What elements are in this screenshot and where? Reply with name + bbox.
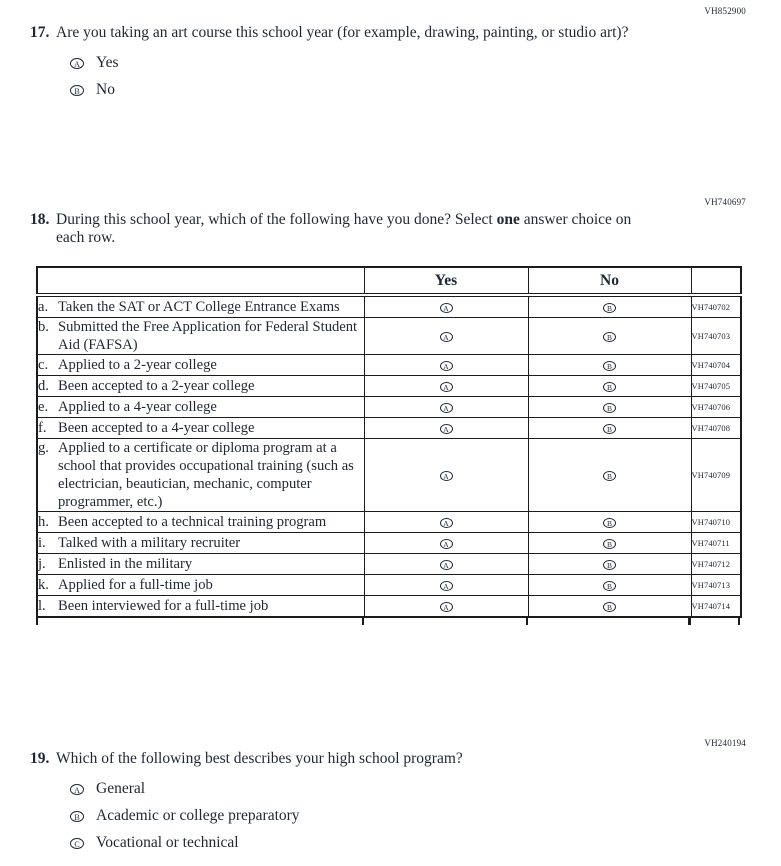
- answer-bubble-yes[interactable]: A: [440, 539, 453, 549]
- row-code: VH740706: [691, 397, 741, 418]
- row-code: VH740709: [691, 439, 741, 512]
- answer-table: [36, 266, 742, 618]
- question-19: [0, 738, 781, 861]
- answer-bubble-no[interactable]: B: [603, 471, 616, 481]
- option-no: [70, 81, 781, 99]
- row-letter: h.: [38, 514, 49, 530]
- row-label: [38, 597, 364, 615]
- option-label: General: [96, 780, 146, 797]
- row-code: VH740703: [691, 318, 741, 355]
- row-code: VH740710: [691, 512, 741, 533]
- table-continuation-stub: [526, 618, 528, 625]
- answer-bubble-no[interactable]: B: [603, 560, 616, 570]
- row-letter: b.: [38, 319, 49, 335]
- row-text: Been interviewed for a full-time job: [58, 598, 269, 614]
- row-text: Taken the SAT or ACT College Entrance Exams: [58, 299, 340, 315]
- table-continuation-stub: [362, 618, 364, 625]
- table-continuation-stub: [738, 618, 740, 625]
- answer-bubble-no[interactable]: B: [603, 361, 616, 371]
- option-vocational: [70, 834, 781, 852]
- row-letter: i.: [38, 535, 46, 551]
- answer-bubble-yes[interactable]: A: [440, 471, 453, 481]
- row-label: [38, 377, 364, 395]
- option-label: Academic or college preparatory: [96, 807, 300, 824]
- table-row-d: [37, 376, 741, 397]
- option-general: [70, 780, 781, 798]
- answer-bubble-b-icon[interactable]: B: [70, 811, 84, 822]
- table-row-b: [37, 318, 741, 355]
- table-row-j: [37, 554, 741, 575]
- row-label: [38, 439, 364, 511]
- row-label: [38, 513, 364, 531]
- row-text: Submitted the Free Application for Federal Student Aid (FAFSA): [58, 319, 358, 353]
- row-letter: j.: [38, 556, 46, 572]
- row-label: [38, 555, 364, 573]
- table-row-h: [37, 512, 741, 533]
- answer-bubble-yes[interactable]: A: [440, 382, 453, 392]
- answer-bubble-yes[interactable]: A: [440, 581, 453, 591]
- option-label: No: [96, 81, 115, 98]
- table-row-l: [37, 596, 741, 618]
- answer-bubble-no[interactable]: B: [603, 303, 616, 313]
- row-text: Been accepted to a 2-year college: [58, 378, 255, 394]
- header-no: No: [528, 267, 691, 295]
- header-code-blank: [691, 267, 741, 295]
- row-letter: e.: [38, 399, 49, 415]
- row-label: [38, 318, 364, 354]
- answer-bubble-no[interactable]: B: [603, 518, 616, 528]
- question-18-answer-grid: [36, 266, 740, 618]
- question-text: [56, 211, 656, 247]
- row-code: VH740708: [691, 418, 741, 439]
- answer-bubble-yes[interactable]: A: [440, 602, 453, 612]
- answer-bubble-yes[interactable]: A: [440, 560, 453, 570]
- answer-bubble-no[interactable]: B: [603, 403, 616, 413]
- answer-bubble-no[interactable]: B: [603, 602, 616, 612]
- answer-bubble-b-icon[interactable]: B: [70, 85, 84, 96]
- question-17: [0, 6, 781, 108]
- answer-bubble-yes[interactable]: A: [440, 332, 453, 342]
- table-row-c: [37, 355, 741, 376]
- answer-bubble-a-icon[interactable]: A: [70, 784, 84, 795]
- row-letter: c.: [38, 357, 49, 373]
- question-text-post: answer choice on each row.: [56, 211, 632, 246]
- answer-bubble-no[interactable]: B: [603, 424, 616, 434]
- answer-bubble-no[interactable]: B: [603, 332, 616, 342]
- row-text: Applied to a 2-year college: [58, 357, 217, 373]
- question-17-stem: [30, 24, 781, 42]
- question-text: Are you taking an art course this school year (for example, drawing, painting, or studio art)?: [56, 24, 629, 41]
- row-text: Enlisted in the military: [58, 556, 193, 572]
- answer-bubble-no[interactable]: B: [603, 539, 616, 549]
- table-header-row: [37, 267, 741, 295]
- row-label: [38, 356, 364, 374]
- row-text: Applied for a full-time job: [58, 577, 213, 593]
- table-row-i: [37, 533, 741, 554]
- row-label: [38, 534, 364, 552]
- row-label: [38, 398, 364, 416]
- row-code: VH740704: [691, 355, 741, 376]
- row-letter: k.: [38, 577, 49, 593]
- row-text: Been accepted to a 4-year college: [58, 420, 255, 436]
- row-text: Applied to a certificate or diploma program at a school that provides occupational training (such as electrician, beautician, mechanic, computer programmer, etc.): [58, 440, 354, 510]
- row-label: [38, 576, 364, 594]
- question-text-pre: During this school year, which of the following have you done? Select: [56, 211, 497, 228]
- answer-bubble-no[interactable]: B: [603, 382, 616, 392]
- header-yes: Yes: [364, 267, 528, 295]
- row-code: VH740711: [691, 533, 741, 554]
- answer-bubble-yes[interactable]: A: [440, 303, 453, 313]
- row-letter: g.: [38, 440, 49, 456]
- row-letter: l.: [38, 598, 46, 614]
- answer-bubble-yes[interactable]: A: [440, 403, 453, 413]
- row-text: Applied to a 4-year college: [58, 399, 217, 415]
- answer-bubble-yes[interactable]: A: [440, 361, 453, 371]
- question-19-options: [70, 780, 781, 852]
- row-code: VH740714: [691, 596, 741, 618]
- item-code-q18: VH740697: [704, 197, 746, 207]
- question-18-stem: [30, 211, 781, 247]
- row-letter: d.: [38, 378, 49, 394]
- row-code: VH740705: [691, 376, 741, 397]
- answer-bubble-c-icon[interactable]: C: [70, 838, 84, 849]
- table-row-f: [37, 418, 741, 439]
- table-row-a: [37, 295, 741, 318]
- table-continuation-stub: [688, 618, 691, 625]
- row-code: VH740712: [691, 554, 741, 575]
- row-label: [38, 419, 364, 437]
- row-label: [38, 298, 364, 316]
- answer-bubble-yes[interactable]: A: [440, 518, 453, 528]
- item-code-q17: VH852900: [704, 6, 746, 16]
- table-row-g: [37, 439, 741, 512]
- answer-bubble-no[interactable]: B: [603, 581, 616, 591]
- option-label: Yes: [96, 54, 119, 71]
- question-number: 18.: [30, 211, 50, 228]
- question-text: Which of the following best describes your high school program?: [56, 750, 463, 767]
- option-academic: [70, 807, 781, 825]
- answer-bubble-a-icon[interactable]: A: [70, 58, 84, 69]
- question-17-options: [70, 54, 781, 99]
- row-code: VH740702: [691, 295, 741, 318]
- question-19-stem: [30, 750, 781, 768]
- option-label: Vocational or technical: [96, 834, 239, 851]
- item-code-q19: VH240194: [704, 738, 746, 748]
- question-number: 19.: [30, 750, 50, 767]
- table-row-e: [37, 397, 741, 418]
- row-letter: a.: [38, 299, 49, 315]
- answer-bubble-yes[interactable]: A: [440, 424, 453, 434]
- option-yes: [70, 54, 781, 72]
- question-text-bold: one: [496, 211, 520, 228]
- question-18: [0, 197, 781, 247]
- row-letter: f.: [38, 420, 47, 436]
- header-blank: [37, 267, 364, 295]
- row-text: Talked with a military recruiter: [58, 535, 241, 551]
- row-code: VH740713: [691, 575, 741, 596]
- table-row-k: [37, 575, 741, 596]
- row-text: Been accepted to a technical training program: [58, 514, 327, 530]
- table-continuation-stub: [36, 618, 38, 625]
- question-number: 17.: [30, 24, 50, 41]
